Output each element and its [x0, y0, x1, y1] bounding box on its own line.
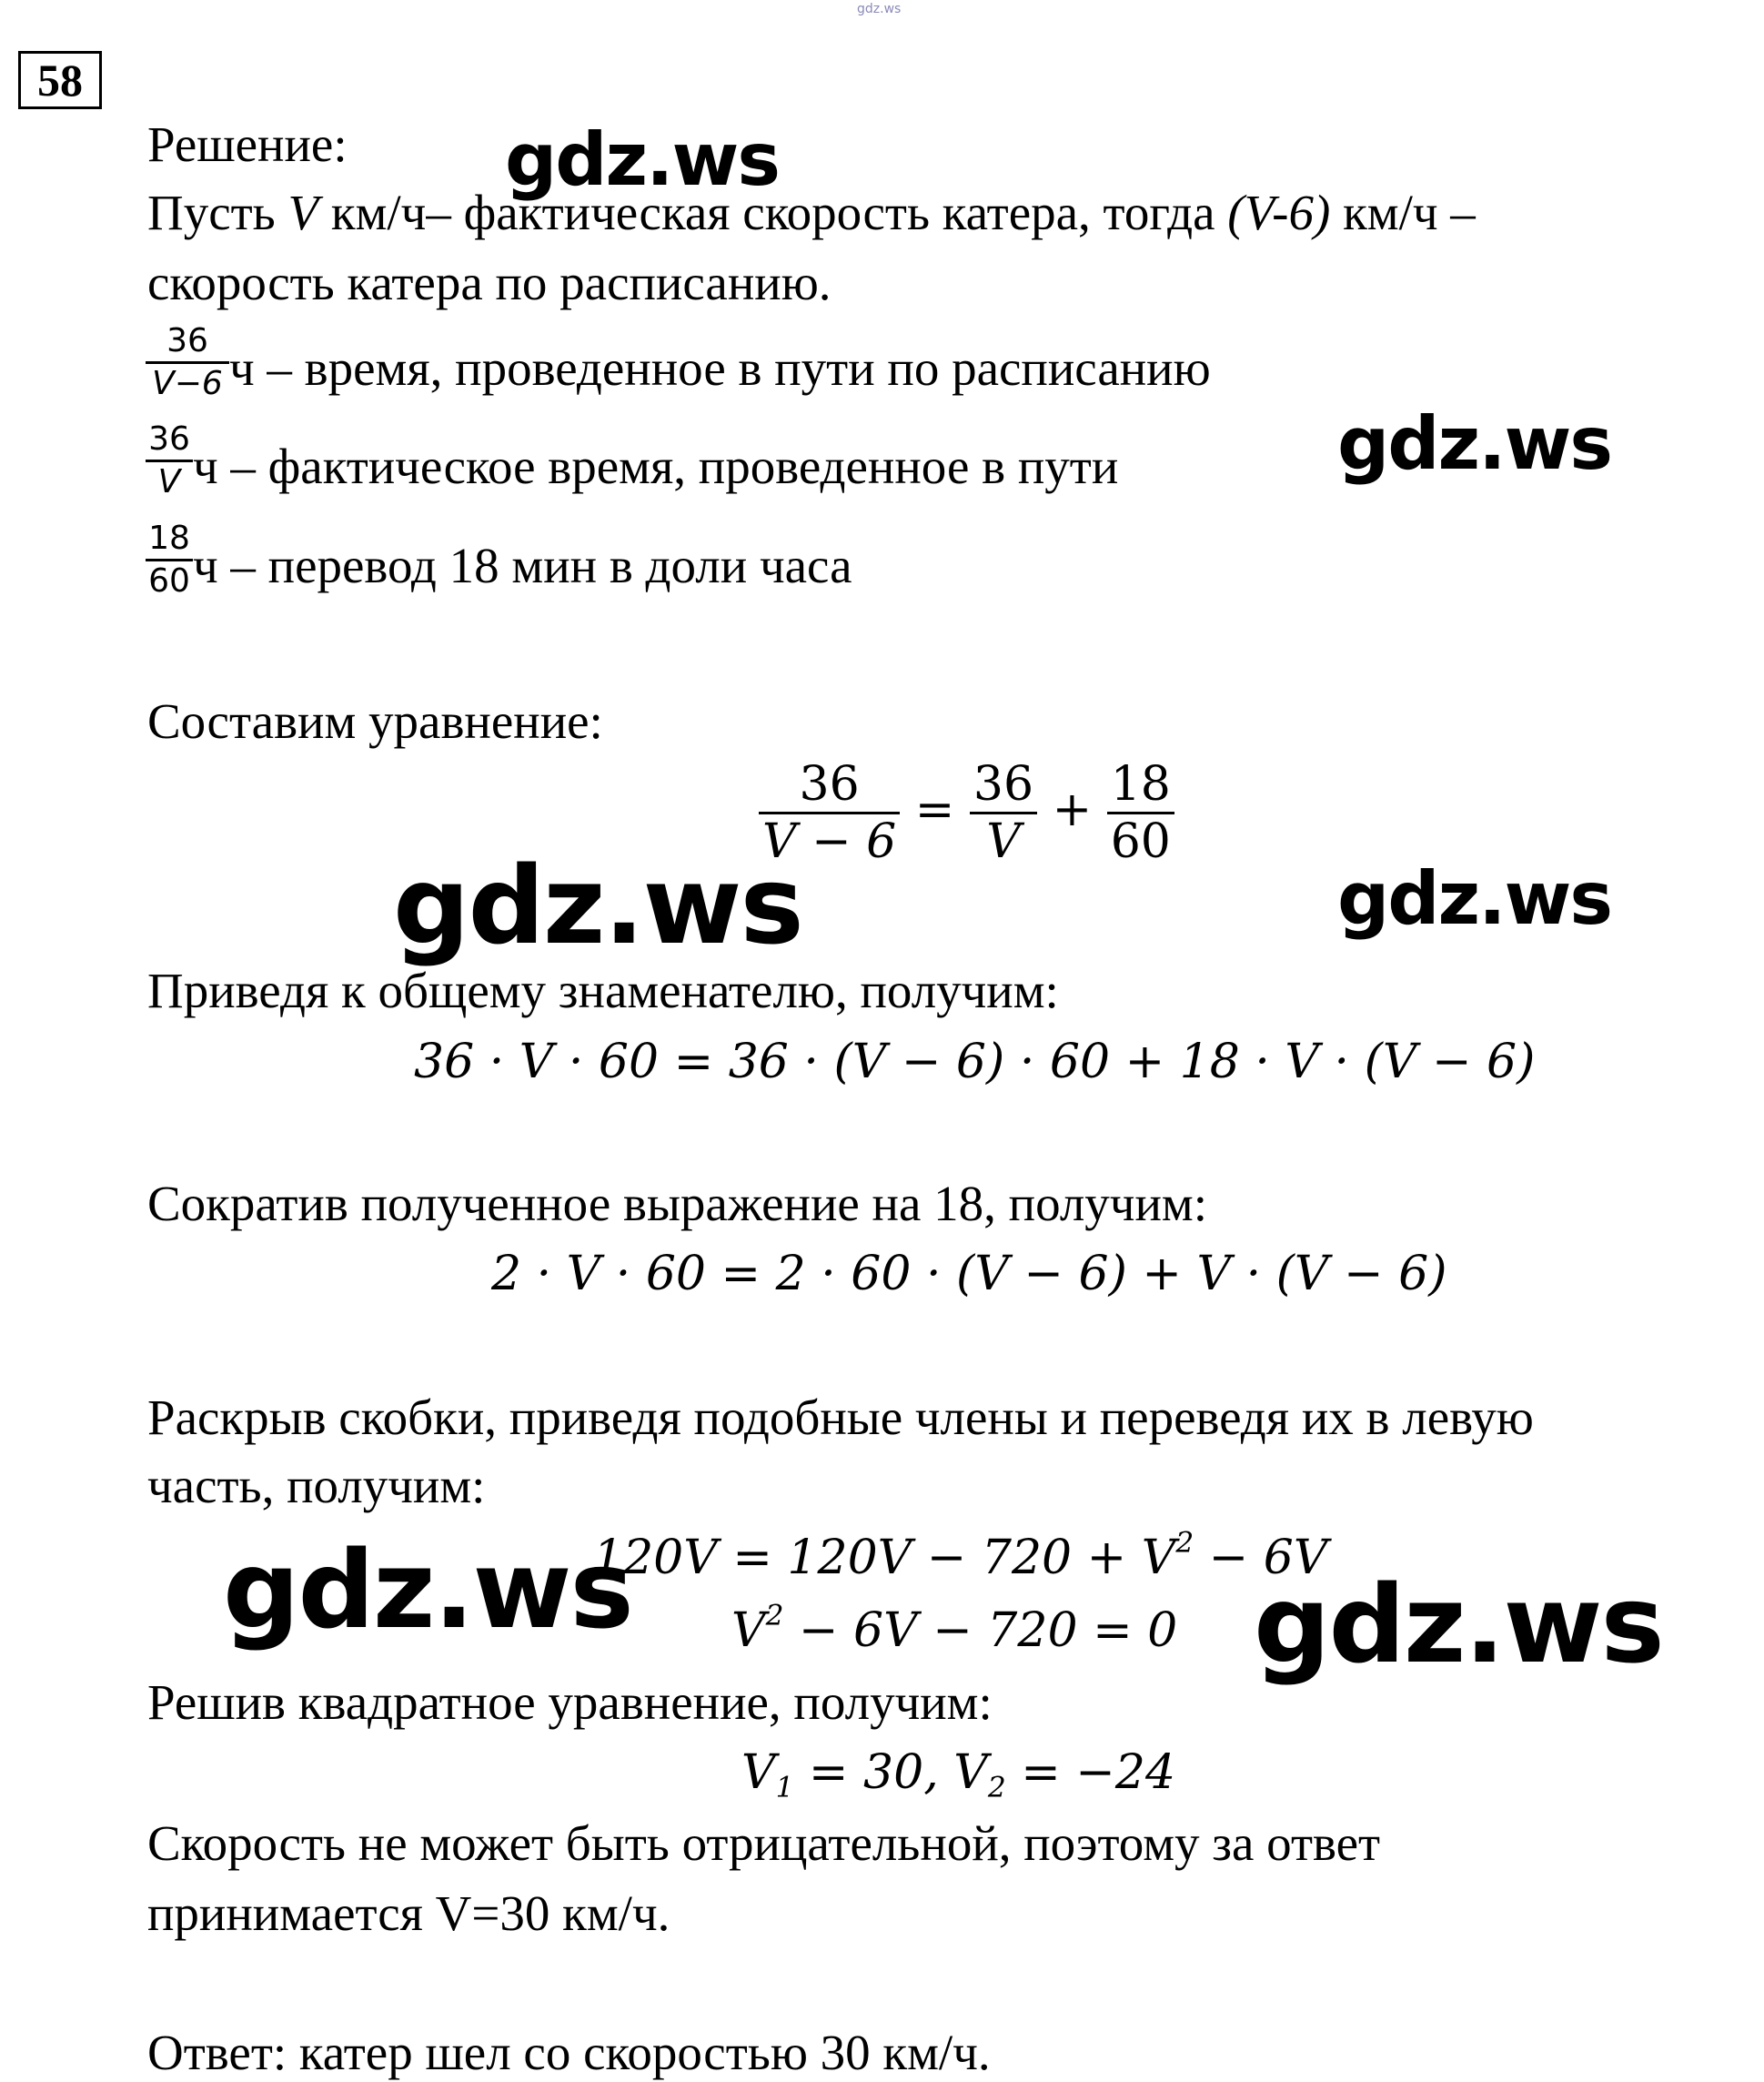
fraction-actual-time	[146, 421, 193, 500]
eq1-equals: =	[914, 783, 955, 837]
watermark: gdz.ws	[505, 117, 780, 202]
eq5-right: − 6V − 720 = 0	[783, 1603, 1178, 1658]
equation-2: 36 · V · 60 = 36 · (V − 6) · 60 + 18 · V · (V − 6)	[414, 1035, 1536, 1089]
root-2-var: V	[953, 1745, 988, 1800]
fraction-2-text: ч – фактическое время, проведенное в пути	[193, 439, 1119, 494]
root-1-value: = 30,	[793, 1745, 954, 1800]
root-1-var: V	[741, 1745, 776, 1800]
intro-text-c: км/ч –	[1330, 185, 1476, 240]
eq1-f2-den: V	[986, 814, 1021, 869]
root-2-index: 2	[987, 1771, 1006, 1804]
expand-label-line-1: Раскрыв скобки, приведя подобные члены и переведя их в левую	[147, 1390, 1534, 1445]
var-v: V	[287, 185, 319, 240]
root-1-index: 1	[775, 1771, 794, 1804]
eq1-f3-den: 60	[1110, 814, 1171, 869]
eq1-f2-num: 36	[970, 757, 1037, 814]
top-watermark: gdz.ws	[857, 2, 902, 16]
eq4-power: 2	[1175, 1526, 1194, 1560]
equation-3: 2 · V · 60 = 2 · 60 · (V − 6) + V · (V − 6)	[491, 1247, 1447, 1301]
equation-5	[731, 1599, 1178, 1658]
intro-line-2: скорость катера по расписанию.	[147, 255, 832, 310]
fraction-numerator: 18	[146, 520, 193, 561]
fraction-1-text: ч – время, проведенное в пути по расписанию	[229, 340, 1211, 396]
equation-4	[593, 1526, 1328, 1585]
watermark: gdz.ws	[1337, 856, 1612, 941]
expand-label-line-2: часть, получим:	[147, 1458, 486, 1513]
fraction-denominator: 60	[148, 562, 190, 600]
fraction-numerator: 36	[146, 421, 193, 462]
task-number: 58	[37, 55, 83, 106]
eq1-f3-num: 18	[1107, 757, 1174, 814]
eq4-left: 120V = 120V − 720 + V	[593, 1531, 1176, 1585]
watermark: gdz.ws	[1337, 401, 1612, 486]
quadratic-label: Решив квадратное уравнение, получим:	[147, 1674, 993, 1730]
common-denominator-label: Приведя к общему знаменателю, получим:	[147, 963, 1059, 1018]
equation-1	[759, 757, 1174, 869]
fraction-3-text: ч – перевод 18 мин в доли часа	[193, 538, 852, 593]
fraction-denominator: V	[157, 463, 181, 500]
fraction-minutes	[146, 520, 193, 600]
eq1-f1-num: 36	[759, 757, 900, 814]
root-2-value: = −24	[1005, 1745, 1176, 1800]
watermark: gdz.ws	[223, 1527, 632, 1652]
eq5-power: 2	[765, 1599, 784, 1632]
eq1-fraction-2	[970, 757, 1037, 869]
compose-label: Составим уравнение:	[147, 693, 603, 749]
intro-line-1	[147, 185, 1476, 241]
conclusion-line-2: принимается V=30 км/ч.	[147, 1885, 670, 1941]
eq5-left: V	[731, 1603, 766, 1658]
eq4-right: − 6V	[1194, 1531, 1328, 1585]
reduce-label: Сократив полученное выражение на 18, получим:	[147, 1176, 1207, 1231]
eq1-fraction-3	[1107, 757, 1174, 869]
fraction-denominator: V−6	[152, 365, 223, 402]
fraction-scheduled-time	[146, 323, 229, 402]
solution-label: Решение:	[147, 116, 348, 172]
answer: Ответ: катер шел со скоростью 30 км/ч.	[147, 2025, 991, 2080]
roots	[741, 1745, 1176, 1804]
intro-text-a: Пусть	[147, 185, 288, 240]
task-number-box	[18, 51, 102, 109]
expr-v-minus-6: (V-6)	[1227, 185, 1331, 240]
watermark: gdz.ws	[1254, 1562, 1663, 1687]
intro-text-b: км/ч– фактическая скорость катера, тогда	[318, 185, 1228, 240]
watermark: gdz.ws	[393, 843, 802, 968]
eq1-plus: +	[1052, 783, 1093, 837]
fraction-numerator: 36	[146, 323, 229, 364]
eq1-f1-den: V − 6	[762, 814, 897, 869]
conclusion-line-1: Скорость не может быть отрицательной, поэтому за ответ	[147, 1815, 1381, 1871]
